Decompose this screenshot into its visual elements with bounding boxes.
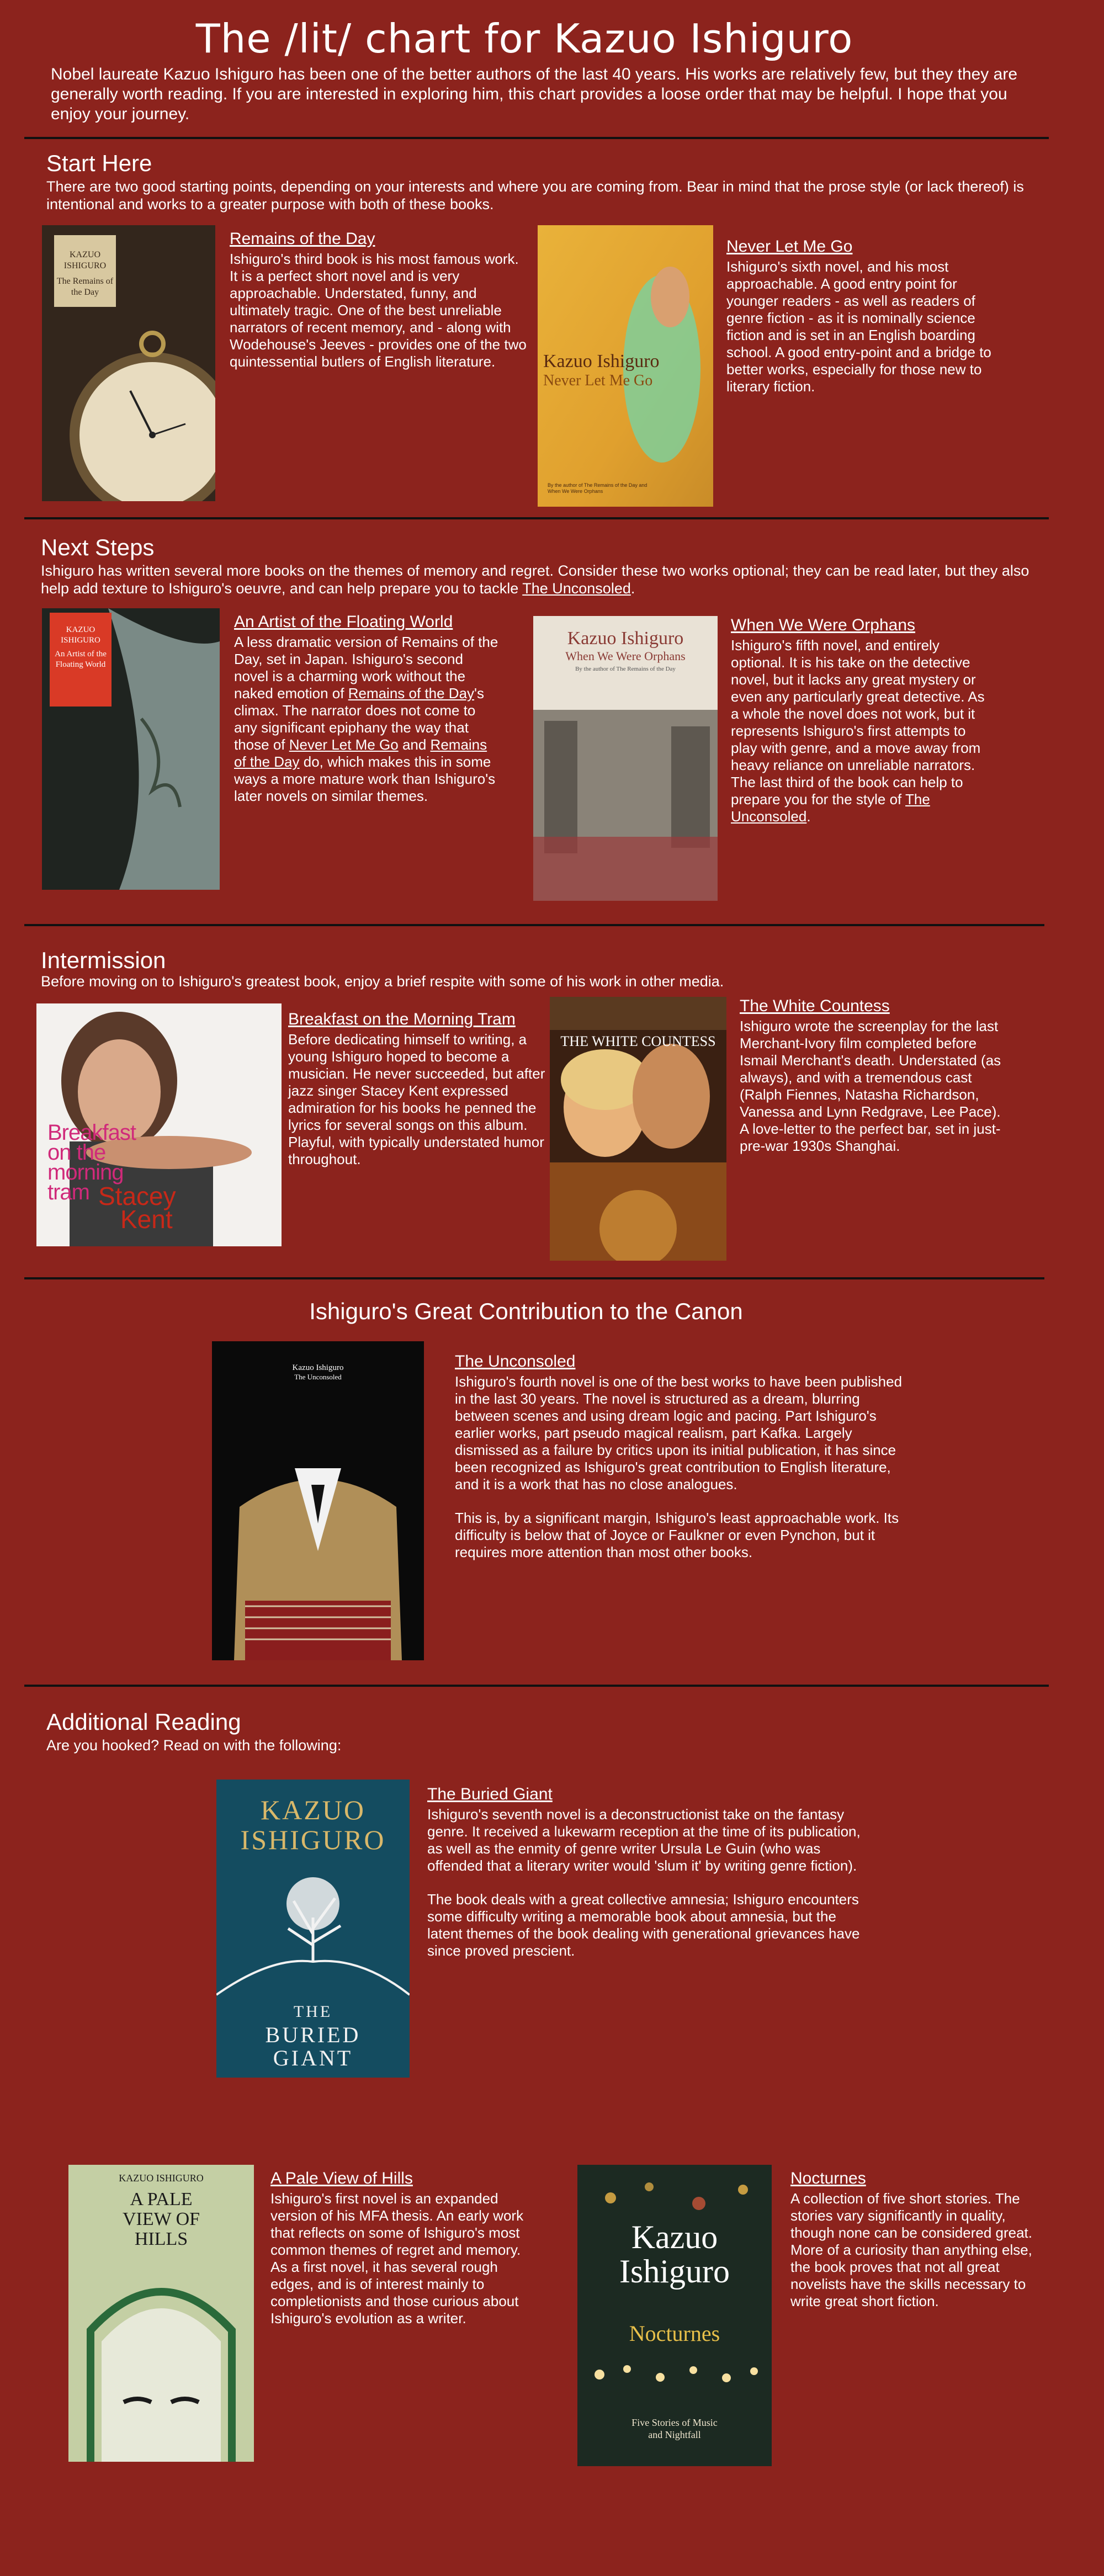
artist-cover-title: An Artist of the Floating World (55, 650, 107, 669)
unconsoled-link[interactable]: The Unconsoled (522, 580, 631, 597)
unconsoled-link[interactable]: The Unconsoled (731, 791, 930, 825)
pale-description: Ishiguro's first novel is an expanded version of his MFA thesis. An early work that reflects on some of Ishiguro's most common themes of regret and memory. As a first novel, it has several rough edges, and is of interest mainly to completionists and those curious about Ishiguro's evolution as a writer. (270, 2190, 524, 2327)
countess-poster[interactable] (550, 997, 726, 1261)
orphans-title-link[interactable]: When We Were Orphans (731, 616, 916, 634)
intermission-heading: Intermission (41, 947, 166, 973)
giant-desc-p1: Ishiguro's seventh novel is a deconstructionist take on the fantasy genre. It received a lukewarm reception at the time of its publication, as well as the enmity of genre writer Ursula Le Guin (who was offended that a literary writer would 'slum it' by writing genre fiction). (427, 1806, 861, 1874)
artist-title-link[interactable]: An Artist of the Floating World (234, 613, 453, 631)
remains-link[interactable]: Remains of the Day (348, 685, 475, 702)
nocturnes-cover[interactable] (577, 2165, 772, 2466)
remains-cover-title: The Remains of the Day (56, 277, 114, 297)
tram-cover-line: Breakfast (47, 1120, 136, 1145)
orphans-cover-title: When We Were Orphans (565, 649, 686, 663)
page-title: The /lit/ chart for Kazuo Ishiguro (195, 15, 853, 62)
tram-cover-line: on the (47, 1140, 106, 1165)
nlmg-title-link[interactable]: Never Let Me Go (726, 237, 853, 256)
pale-cover-title: A PALE (130, 2189, 193, 2209)
remains-title-link[interactable]: Remains of the Day (230, 230, 375, 248)
unconsoled-desc-p2: This is, by a significant margin, Ishiguro's least approachable work. Its difficulty is below that of Joyce or Faulkner or even Pynchon, but it requires more attention than most other books. (455, 1510, 899, 1560)
intermission-subtext: Before moving on to Ishiguro's greatest book, enjoy a brief respite with some of his work in other media. (41, 973, 724, 990)
pale-view-cover[interactable] (68, 2165, 254, 2462)
giant-cover-title: THE (293, 2003, 333, 2021)
unconsoled-title-link[interactable]: The Unconsoled (455, 1352, 576, 1371)
next-subtext: Ishiguro has written several more books on the themes of memory and regret. Consider these two works optional; they can be read later, but they also help add texture to Ishiguro's oeuvre, and can help prepare you to tackle The Unconsoled. (41, 562, 1029, 597)
pale-title-link[interactable]: A Pale View of Hills (270, 2169, 413, 2187)
giant-cover-author: ISHIGURO (240, 1824, 386, 1855)
intro-text: Nobel laureate Kazuo Ishiguro has been one of the better authors of the last 40 years. His works are relatively few, but they they are generally worth reading. If you are interested in exploring him, this chart provides a loose order that may be helpful. I hope that you enjoy your journey. (51, 65, 1018, 123)
nocturnes-description: A collection of five short stories. The stories vary significantly in quality, though none can be considered great. More of a curiosity than anything else, the book proves that not all great novelists have the skills necessary to write great short fiction. (790, 2190, 1033, 2309)
pale-cover-title: VIEW OF (122, 2209, 200, 2229)
additional-subtext: Are you hooked? Read on with the following: (46, 1737, 342, 1754)
pale-cover-title: HILLS (134, 2229, 188, 2249)
nlmg-description: Ishiguro's sixth novel, and his most approachable. A good entry point for younger readers - as well as readers of genre fiction - as it is nominally science fiction and is set in an English boarding school. A good entry-point and a bridge to better works, especially for those new to literary fiction. (726, 258, 991, 395)
nocturnes-cover-author: Kazuo (631, 2219, 718, 2255)
canon-heading: Ishiguro's Great Contribution to the Canon (309, 1298, 743, 1324)
nocturnes-cover-note: Five Stories of Music (631, 2417, 718, 2428)
tram-title-link[interactable]: Breakfast on the Morning Tram (288, 1010, 516, 1028)
tram-album-cover[interactable] (36, 1003, 282, 1246)
never-let-me-go-cover[interactable] (538, 225, 713, 507)
nocturnes-title-link[interactable]: Nocturnes (790, 2169, 866, 2187)
section-divider (24, 1277, 1044, 1279)
remains-link[interactable]: Remains of the Day (234, 736, 487, 770)
countess-title-link[interactable]: The White Countess (740, 997, 890, 1015)
giant-cover-title: GIANT (273, 2046, 353, 2070)
nlmg-link[interactable]: Never Let Me Go (289, 736, 399, 753)
start-subtext: There are two good starting points, depending on your interests and where you are coming from. Bear in mind that the prose style (or lack thereof) is intentional and works to a greater purpose with both of these books. (46, 178, 1024, 213)
nocturnes-cover-note: and Nightfall (648, 2429, 701, 2440)
tram-cover-artist: Kent (120, 1205, 173, 1234)
nocturnes-cover-author: Ishiguro (619, 2253, 730, 2290)
orphans-description: Ishiguro's fifth novel, and entirely optional. It is his take on the detective novel, but it lacks any great mystery or even any particularly great detective. As a whole the novel does not work, but it represents Ishiguro's first attempts to play with genre, and a move away from heavy reliance on unreliable narrators. The last third of the book can help to prepare you for the style of The Unconsoled. (731, 637, 985, 825)
nocturnes-cover-title: Nocturnes (629, 2321, 720, 2346)
remains-cover[interactable] (42, 225, 215, 501)
remains-description: Ishiguro's third book is his most famous work. It is a perfect short novel and is very approachable. Understated, funny, and ultimately tragic. One of the best unreliable narrators of recent memory, and - along with Wodehouse's Jeeves - provides one of the two quintessential butlers of English literature. (230, 251, 527, 370)
orphans-cover-note: By the author of The Remains of the Day (575, 666, 676, 672)
artist-description: A less dramatic version of Remains of the Day, set in Japan. Ishiguro's second novel is a charming work without the naked emotion of Remains of the Day's climax. The narrator does not come to any significant epiphany the way that those of Never Let Me Go and Remains of the Day do, which makes this in some ways a more mature work than Ishiguro's later novels on similar themes. (234, 634, 498, 804)
unconsoled-desc-p1: Ishiguro's fourth novel is one of the best works to have been published in the last 30 years. The novel is structured as a dream, blurring between scenes and using dream logic and pacing. Part Ishiguro's earlier works, part pseudo magical realism, part Kafka. Largely dismissed as a failure by critics upon its initial publication, it has since been recognized as Ishiguro's great contribution to English literature, and it is a work that has no close analogues. (455, 1373, 903, 1493)
section-divider (24, 924, 1044, 926)
pale-cover-author: KAZUO ISHIGURO (119, 2173, 204, 2184)
giant-cover-author: KAZUO (261, 1794, 365, 1825)
artist-cover[interactable] (42, 608, 220, 890)
countess-description: Ishiguro wrote the screenplay for the last Merchant-Ivory film completed before Ismail Merchant's death. Understated (as always), and with a tremendous cast (Ralph Fiennes, Natasha Richardson, Vanessa and Lynn Redgrave, Lee Pace). A love-letter to the perfect bar, set in just-pre-war 1930s Shanghai. (740, 1018, 1001, 1154)
tram-cover-artist: Stacey (98, 1182, 176, 1210)
nlmg-cover-note: By the author of The Remains of the Day and When We Were Orphans (548, 482, 647, 494)
tram-cover-line: morning (47, 1160, 124, 1185)
giant-desc-p2: The book deals with a great collective amnesia; Ishiguro encounters some difficulty writing a memorable book about amnesia, but the latent themes of the book dealing with generational grievances have since proved prescient. (427, 1891, 860, 1959)
unconsoled-cover-title: The Unconsoled (294, 1373, 342, 1381)
giant-cover-title: BURIED (265, 2022, 361, 2047)
orphans-cover[interactable] (533, 616, 718, 901)
start-heading: Start Here (46, 150, 152, 176)
unconsoled-cover[interactable] (212, 1341, 424, 1660)
buried-giant-cover[interactable] (216, 1780, 410, 2078)
remains-cover-author: KAZUO ISHIGURO (63, 250, 107, 270)
tram-description: Before dedicating himself to writing, a young Ishiguro hoped to become a musician. He never succeeded, but after jazz singer Stacey Kent expressed admiration for his books he penned the lyrics for several songs on this album. Playful, with typically understated humor throughout. (288, 1031, 545, 1167)
orphans-cover-author: Kazuo Ishiguro (567, 628, 684, 649)
section-divider (24, 137, 1049, 139)
next-heading: Next Steps (41, 534, 155, 560)
additional-heading: Additional Reading (46, 1709, 241, 1735)
artist-cover-author: KAZUO ISHIGURO (61, 625, 100, 645)
unconsoled-cover-author: Kazuo Ishiguro (292, 1363, 344, 1372)
nlmg-cover-author: Kazuo Ishiguro (543, 351, 660, 371)
giant-title-link[interactable]: The Buried Giant (427, 1785, 553, 1803)
section-divider (24, 517, 1049, 519)
tram-cover-line: tram (47, 1180, 89, 1204)
nlmg-cover-title: Never Let Me Go (543, 372, 653, 389)
section-divider (24, 1685, 1049, 1687)
countess-poster-title: THE WHITE COUNTESS (560, 1033, 716, 1049)
